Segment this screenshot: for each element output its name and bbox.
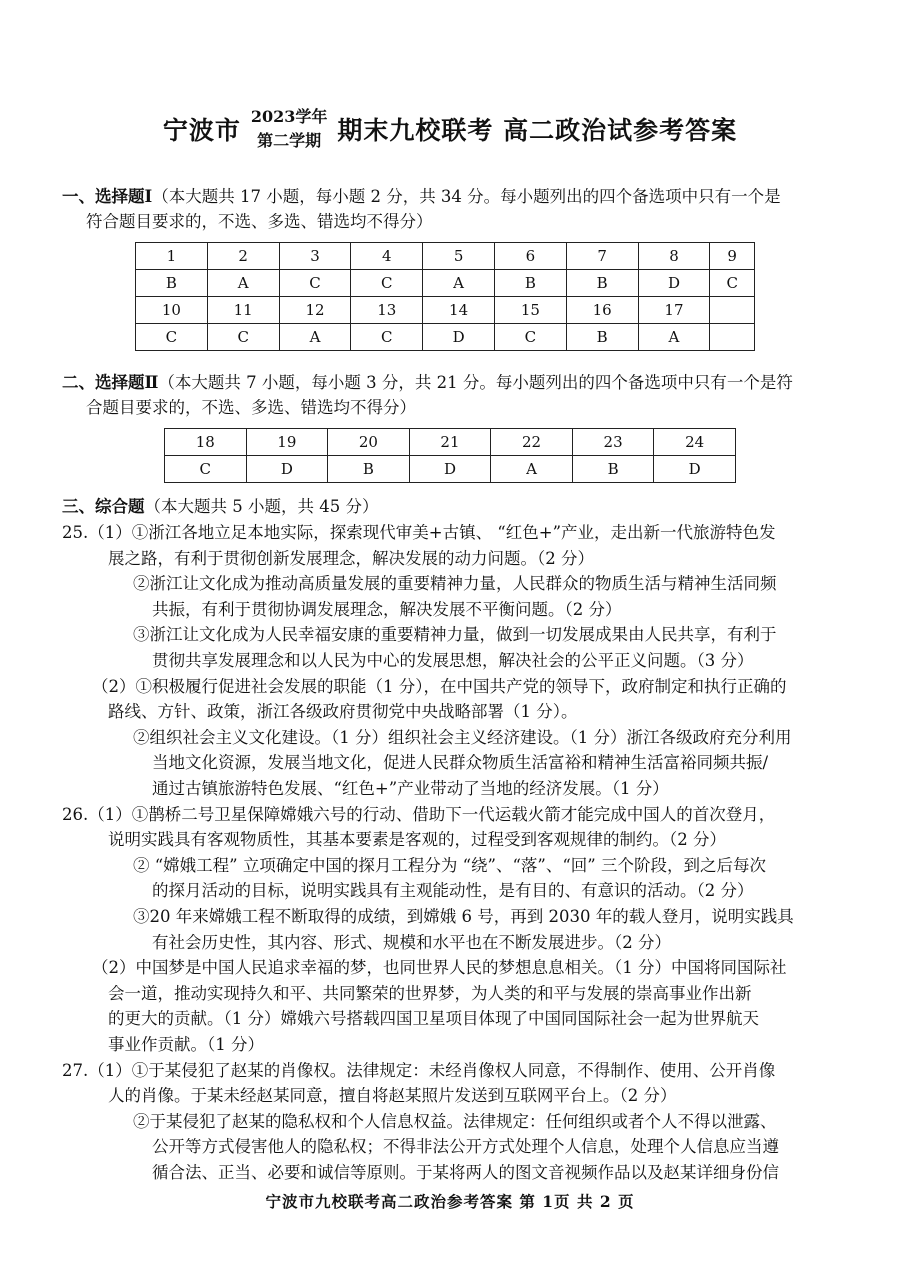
table-cell: C [351, 324, 423, 351]
title-city: 宁波市 [162, 116, 241, 145]
answer-line: （2）①积极履行促进社会发展的职能（1 分），在中国共产党的领导下，政府制定和执行正确的 [92, 676, 787, 696]
table-cell: B [494, 270, 566, 297]
table-cell: 13 [351, 297, 423, 324]
table-cell [710, 324, 755, 351]
table-cell: 6 [494, 243, 566, 270]
table-cell: 22 [491, 429, 573, 456]
table-cell: 19 [246, 429, 328, 456]
table-cell: 7 [566, 243, 638, 270]
table-cell: 18 [165, 429, 247, 456]
table-cell: D [654, 456, 736, 483]
table-cell: 12 [279, 297, 351, 324]
section2-answer-table [164, 428, 736, 483]
section1-heading: 一、选择题Ⅰ [62, 187, 153, 206]
table-cell: B [136, 270, 208, 297]
table-cell: D [409, 456, 491, 483]
table-row [136, 243, 755, 270]
answer-line: ③浙江让文化成为人民幸福安康的重要精神力量，做到一切发展成果由人民共享，有利于 [133, 625, 777, 645]
answer-line: 的更大的贡献。（1 分）嫦娥六号搭载四国卫星项目体现了中国同国际社会一起为世界航天 [108, 1009, 759, 1029]
table-cell: 15 [494, 297, 566, 324]
answer-line: 循合法、正当、必要和诚信等原则。于某将两人的图文音视频作品以及赵某详细身份信 [152, 1163, 779, 1182]
table-cell: 24 [654, 429, 736, 456]
table-cell: D [423, 324, 495, 351]
answer-line: 会一道，推动实现持久和平、共同繁荣的世界梦，为人类的和平与发展的崇高事业作出新 [108, 983, 752, 1003]
answer-line: ③20 年来嫦娥工程不断取得的成绩，到嫦娥 6 号，再到 2030 年的载人登月，说明实践具 [133, 907, 794, 926]
answer-line: 当地文化资源，发展当地文化，促进人民群众物质生活富裕和精神生活富裕同频共振/ [152, 753, 769, 773]
table-cell: 11 [207, 297, 279, 324]
table-cell: 14 [423, 297, 495, 324]
table-cell: A [279, 324, 351, 351]
answer-line: 公开等方式侵害他人的隐私权；不得非法公开方式处理个人信息，处理个人信息应当遵 [152, 1137, 779, 1157]
answer-line: 的探月活动的目标，说明实践具有主观能动性，是有目的、有意识的活动。（2 分） [152, 881, 754, 901]
table-cell: A [207, 270, 279, 297]
table-cell: D [246, 456, 328, 483]
section1-desc-line1: （本大题共 17 小题，每小题 2 分，共 34 分。每小题列出的四个备选项中只有一个是 [152, 187, 781, 206]
section3-heading: 三、综合题 [62, 497, 145, 516]
answer-line: ②于某侵犯了赵某的隐私权和个人信息权益。法律规定：任何组织或者个人不得以泄露、 [133, 1111, 777, 1131]
table-cell [710, 297, 755, 324]
table-cell: 16 [566, 297, 638, 324]
answer-line: 共振，有利于贯彻协调发展理念，解决发展不平衡问题。（2 分） [152, 599, 622, 619]
table-row [136, 270, 755, 297]
table-row [136, 324, 755, 351]
table-row [136, 297, 755, 324]
table-cell: 9 [710, 243, 755, 270]
section1-desc-line2: 符合题目要求的，不选、多选、错选均不得分） [86, 212, 433, 231]
section3-desc: （本大题共 5 小题，共 45 分） [144, 497, 379, 516]
table-cell: A [423, 270, 495, 297]
answer-line: （2）中国梦是中国人民追求幸福的梦，也同世界人民的梦想息息相关。（1 分）中国将同国际社 [92, 958, 787, 978]
section2-header [62, 370, 793, 395]
table-cell: B [328, 456, 410, 483]
section3-header [62, 494, 378, 519]
table-cell: C [136, 324, 208, 351]
table-cell: 10 [136, 297, 208, 324]
document-title [0, 106, 900, 166]
table-cell: D [638, 270, 710, 297]
section1-header [62, 184, 781, 209]
table-cell: 21 [409, 429, 491, 456]
table-cell: B [566, 324, 638, 351]
answer-line: 有社会历史性，其内容、形式、规模和水平也在不断发展进步。（2 分） [152, 932, 671, 952]
answer-line: ②浙江让文化成为推动高质量发展的重要精神力量，人民群众的物质生活与精神生活同频 [133, 574, 777, 594]
table-cell: B [572, 456, 654, 483]
table-cell: C [710, 270, 755, 297]
answer-line: 路线、方针、政策，浙江各级政府贯彻党中央战略部署（1 分）。 [108, 702, 578, 722]
section2-desc-line1: （本大题共 7 小题，每小题 3 分，共 21 分。每小题列出的四个备选项中只有一个是符 [158, 373, 793, 392]
table-row [165, 456, 736, 483]
table-cell: A [491, 456, 573, 483]
section1-answer-table [135, 242, 755, 351]
title-term-stack [251, 106, 328, 152]
table-cell: 2 [207, 243, 279, 270]
table-cell: C [165, 456, 247, 483]
table-cell: 1 [136, 243, 208, 270]
table-cell: C [494, 324, 566, 351]
table-cell: 5 [423, 243, 495, 270]
table-cell: 17 [638, 297, 710, 324]
title-semester: 第二学期 [257, 131, 322, 150]
table-cell: A [638, 324, 710, 351]
answer-line: 25.（1）①浙江各地立足本地实际，探索现代审美+古镇、 “红色+”产业，走出新一代旅游特色发 [62, 523, 776, 542]
answer-line: 27.（1）①于某侵犯了赵某的肖像权。法律规定：未经肖像权人同意，不得制作、使用、公开肖像 [62, 1060, 776, 1080]
table-cell: 8 [638, 243, 710, 270]
answer-line: 事业作贡献。（1 分） [108, 1035, 264, 1054]
section2-desc-line2: 合题目要求的，不选、多选、错选均不得分） [86, 398, 416, 417]
table-cell: 3 [279, 243, 351, 270]
table-cell: 23 [572, 429, 654, 456]
answer-line: 26.（1）①鹊桥二号卫星保障嫦娥六号的行动、借助下一代运载火箭才能完成中国人的首次登月， [62, 804, 776, 824]
answer-line: ②组织社会主义文化建设。（1 分）组织社会主义经济建设。（1 分）浙江各级政府充分利用 [133, 727, 792, 747]
answer-line: 展之路，有利于贯彻创新发展理念，解决发展的动力问题。（2 分） [108, 548, 594, 568]
title-year: 2023学年 [250, 107, 328, 126]
table-cell: 4 [351, 243, 423, 270]
answer-line: 说明实践具有客观物质性，其基本要素是客观的，过程受到客观规律的制约。（2 分） [108, 830, 726, 850]
answer-line: 人的肖像。于某未经赵某同意，擅自将赵某照片发送到互联网平台上。（2 分） [108, 1086, 677, 1106]
page-footer: 宁波市九校联考高二政治参考答案 第 1页 共 2 页 [265, 1192, 635, 1211]
answer-line: ② “嫦娥工程” 立项确定中国的探月工程分为 “绕”、“落”、“回” 三个阶段，到之后每次 [133, 855, 766, 875]
answer-line: 贯彻共享发展理念和以人民为中心的发展思想，解决社会的公平正义问题。（3 分） [152, 651, 754, 670]
table-cell: C [207, 324, 279, 351]
section2-heading: 二、选择题Ⅱ [62, 373, 159, 392]
title-exam-name: 期末九校联考 高二政治试参考答案 [337, 116, 738, 145]
answer-line: 通过古镇旅游特色发展、“红色+”产业带动了当地的经济发展。（1 分） [152, 779, 669, 798]
table-cell: B [566, 270, 638, 297]
table-cell: C [279, 270, 351, 297]
table-cell: C [351, 270, 423, 297]
table-cell: 20 [328, 429, 410, 456]
table-row [165, 429, 736, 456]
